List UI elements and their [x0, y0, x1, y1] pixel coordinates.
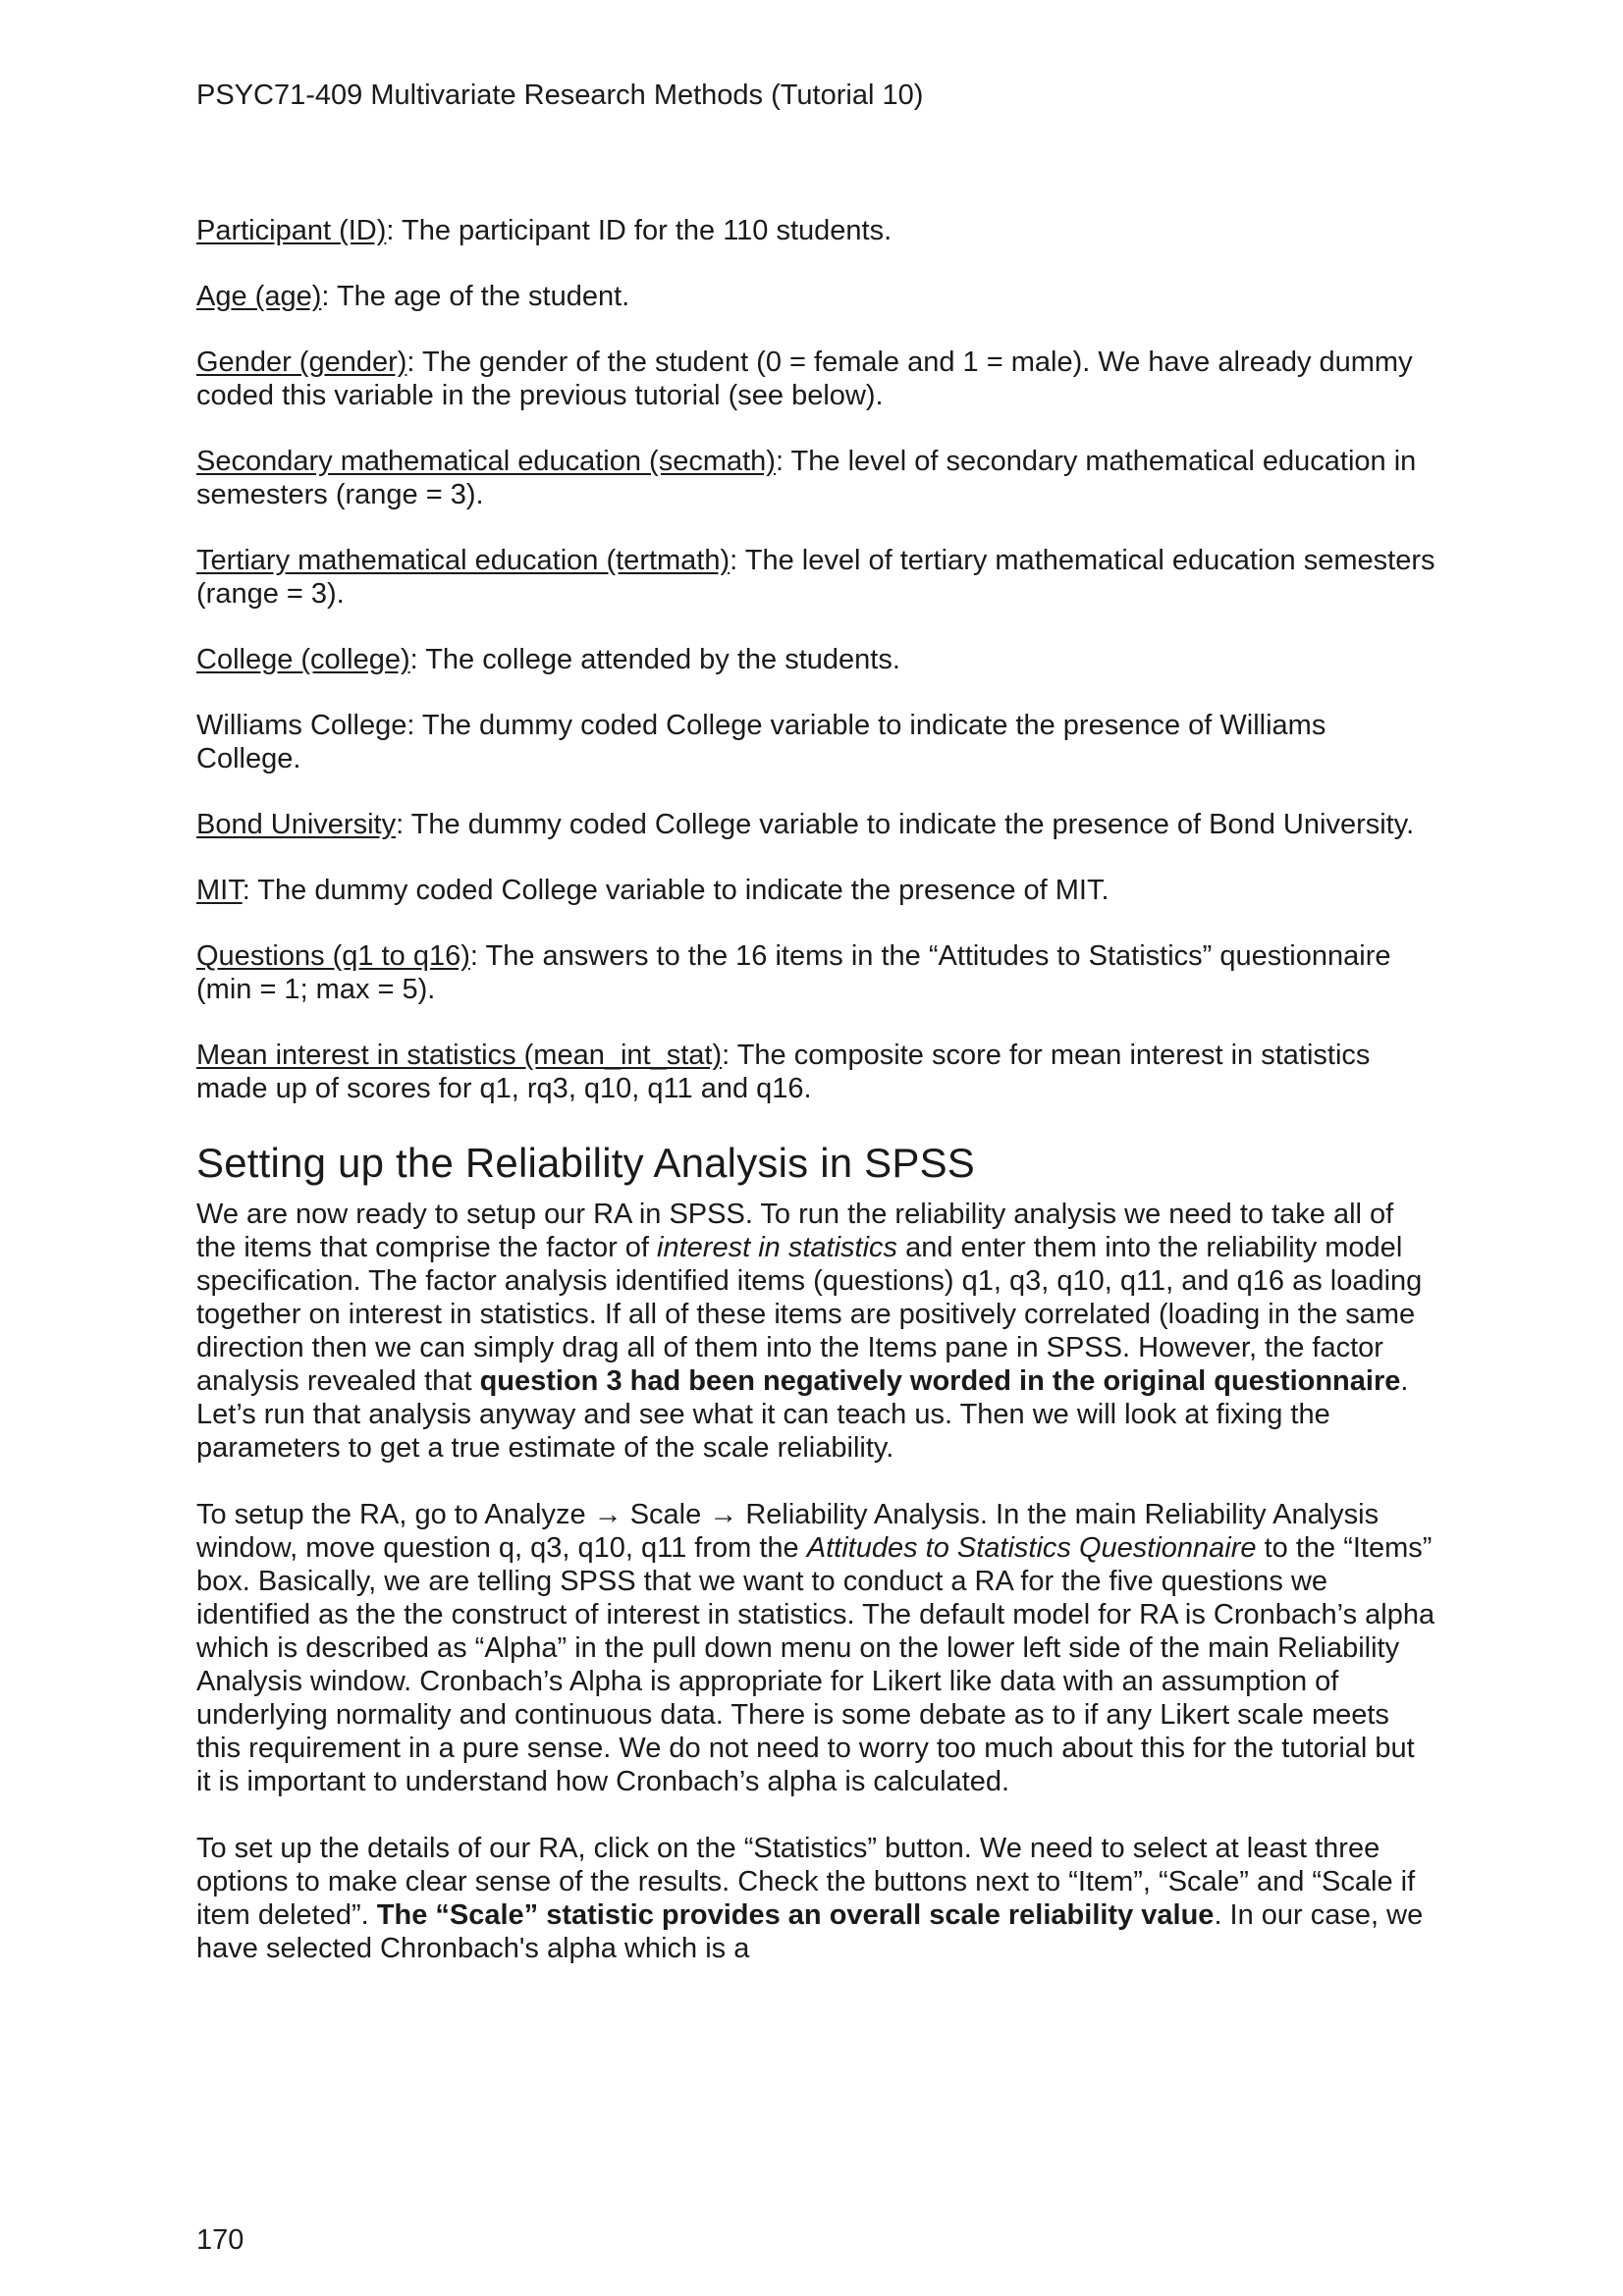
term-label: MIT	[196, 875, 243, 906]
definition-text: : The composite score for mean interest in statistics made up of scores for q1, rq3, q10, q11 and q16.	[196, 1040, 1371, 1104]
section-heading: Setting up the Reliability Analysis in SPSS	[196, 1140, 976, 1186]
definition-gender	[196, 346, 1435, 412]
definition-text: : The level of tertiary mathematical education semesters (range = 3).	[196, 545, 1435, 610]
definition-secmath	[196, 445, 1435, 511]
definition-text: : The participant ID for the 110 students.	[386, 215, 893, 246]
definition-text: : The dummy coded College variable to indicate the presence of MIT.	[242, 875, 1109, 906]
paragraph-text: and enter them into the reliability model specification. The factor analysis identified items (questions) q1, q3, q10, q11, and q16 as loading together on interest in statistics. If all of these items are positively correlated (loading in the same direction then we can simply drag all of them into the Items pane in SPSS. However, the factor analysis revealed that	[196, 1232, 1423, 1397]
definition-text: Williams College: The dummy coded College variable to indicate the presence of Williams College.	[196, 710, 1326, 774]
main-content	[196, 214, 1435, 1999]
definition-bond-university	[196, 808, 1435, 841]
definition-mean-interest	[196, 1039, 1435, 1105]
term-label: Gender (gender)	[196, 347, 407, 378]
running-header: PSYC71-409 Multivariate Research Methods (Tutorial 10)	[196, 80, 924, 111]
bold-text: question 3 had been negatively worded in the original questionnaire	[479, 1365, 1401, 1397]
term-label: Mean interest in statistics (mean_int_stat)	[196, 1040, 723, 1071]
paragraph-text: To setup the RA, go to Analyze → Scale → Reliability Analysis. In the main Reliability Analysis window, move question q, q3, q10, q11 from the	[196, 1499, 1380, 1564]
page-number: 170	[196, 2224, 244, 2256]
term-label: Questions (q1 to q16)	[196, 940, 470, 972]
paragraph-setup-ra	[196, 1498, 1435, 1798]
definition-college	[196, 643, 1435, 676]
paragraph-setup-intro	[196, 1198, 1435, 1465]
term-label: Participant (ID)	[196, 215, 387, 246]
definition-williams-college	[196, 709, 1435, 775]
definition-text: : The age of the student.	[321, 281, 630, 312]
term-label: Bond University	[196, 809, 397, 840]
term-label: Secondary mathematical education (secmath)	[196, 446, 776, 477]
term-label: Tertiary mathematical education (tertmath)	[196, 545, 730, 576]
definition-participant-id	[196, 214, 1435, 247]
definition-age	[196, 280, 1435, 313]
italic-text: interest in statistics	[657, 1232, 898, 1263]
italic-text: Attitudes to Statistics Questionnaire	[806, 1532, 1257, 1564]
paragraph-text: . Let’s run that analysis anyway and see what it can teach us. Then we will look at fixing the parameters to get a true estimate of the scale reliability.	[196, 1365, 1409, 1464]
paragraph-text: We are now ready to setup our RA in SPSS. To run the reliability analysis we need to take all of the items that comprise the factor of	[196, 1199, 1394, 1263]
paragraph-text: to the “Items” box. Basically, we are telling SPSS that we want to conduct a RA for the five questions we identified as the the construct of interest in statistics. The default model for RA is Cronbach’s alpha which is described as “Alpha” in the pull down menu on the lower left side of the main Reliability Analysis window. Cronbach’s Alpha is appropriate for Likert like data with an assumption of underlying normality and continuous data. There is some debate as to if any Likert scale meets this requirement in a pure sense. We do not need to worry too much about this for the tutorial but it is important to understand how Cronbach’s alpha is calculated.	[196, 1532, 1435, 1797]
paragraph-statistics-options	[196, 1832, 1435, 1965]
definition-text: : The level of secondary mathematical education in semesters (range = 3).	[196, 446, 1417, 510]
paragraph-text: To set up the details of our RA, click on the “Statistics” button. We need to select at least three options to make clear sense of the results. Check the buttons next to “Item”, “Scale” and “Scale if item deleted”.	[196, 1833, 1416, 1931]
term-label: College (college)	[196, 644, 410, 675]
term-label: Age (age)	[196, 281, 322, 312]
definition-text: : The college attended by the students.	[409, 644, 900, 675]
definition-questions	[196, 939, 1435, 1006]
definition-mit	[196, 874, 1435, 907]
paragraph-text: . In our case, we have selected Chronbach's alpha which is a	[196, 1899, 1424, 1964]
definition-text: : The answers to the 16 items in the “Attitudes to Statistics” questionnaire (min = 1; max = 5).	[196, 940, 1391, 1005]
definition-text: : The dummy coded College variable to indicate the presence of Bond University.	[396, 809, 1415, 840]
definition-text: : The gender of the student (0 = female and 1 = male). We have already dummy coded this variable in the previous tutorial (see below).	[196, 347, 1413, 411]
definition-tertmath	[196, 544, 1435, 611]
bold-text: The “Scale” statistic provides an overall scale reliability value	[376, 1899, 1215, 1931]
